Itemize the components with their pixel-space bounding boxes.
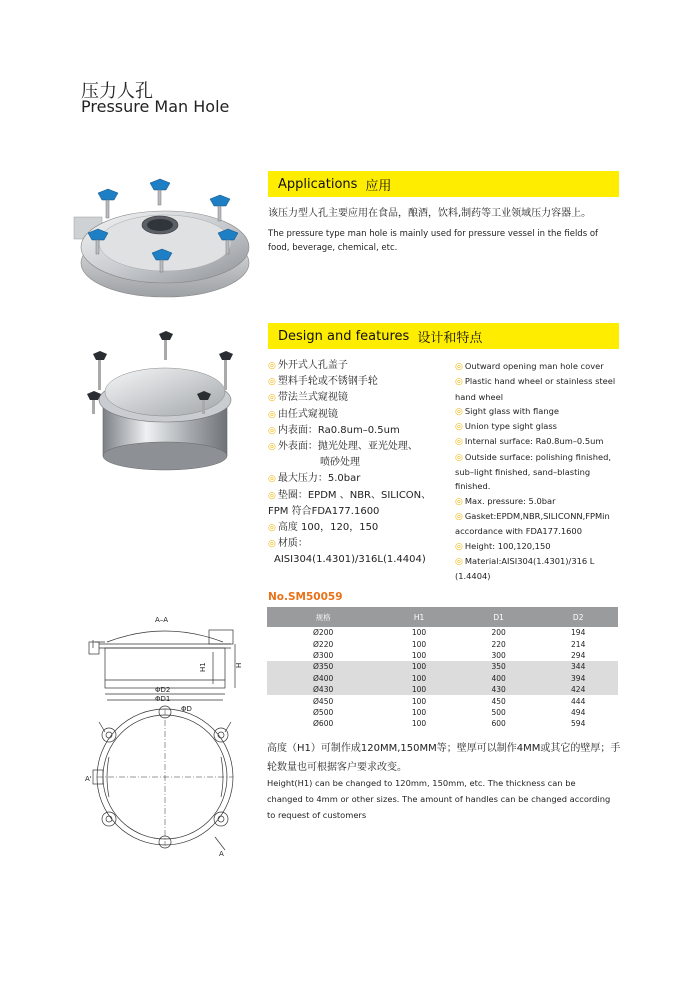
table-cell: Ø300 [267,650,379,661]
page-title-cn: 压力人孔 [81,81,153,102]
feature-cn-item: ◎ 带法兰式窥视镜 [268,392,348,404]
feature-en-item: ◎ Plastic hand wheel or stainless steel hand wheel [455,376,616,402]
table-header: D1 [459,607,539,627]
design-heading-en: Design and features [278,328,410,344]
feature-en-item: ◎ Union type sight glass [455,421,557,433]
features-list-en [455,359,620,583]
table-cell: 424 [538,684,618,695]
table-row [267,627,618,638]
bullet-icon: ◎ [268,539,276,550]
feature-cn-item: ◎ 外开式人孔盖子 [268,360,348,371]
bullet-icon: ◎ [455,406,463,417]
feature-cn-item: ◎ 材质： [268,538,308,550]
feature-cn-item: ◎ 由任式窥视镜 [268,408,338,420]
bullet-icon: ◎ [455,377,463,388]
bullet-icon: ◎ [268,442,276,453]
table-cell: 200 [459,627,539,638]
table-row [267,650,618,661]
feature-cn-item: ◎ 外表面：抛光处理、亚光处理、 [268,441,418,453]
table-cell: Ø200 [267,627,379,638]
drawing-label-h1: H1 [199,662,207,672]
table-header-row [267,607,618,627]
table-cell: Ø500 [267,707,379,718]
feature-cn-item: ◎ 塑料手轮或不锈钢手轮 [268,376,378,388]
table-row [267,673,618,684]
table-cell: 400 [459,673,539,684]
technical-drawing [85,612,255,857]
feature-en-item: ◎ Outside surface: polishing finished, sub–light finished, sand–blasting finished. [455,451,612,492]
drawing-label-d1: ΦD1 [155,695,171,703]
table-cell: 100 [379,707,459,718]
table-cell: 494 [538,707,618,718]
feature-en-item: ◎ Height: 100,120,150 [455,540,551,552]
applications-text-cn: 该压力型人孔主要应用在食品，酿酒，饮料,制药等工业领域压力容器上。 [268,208,592,219]
applications-heading-cn: 应用 [365,178,392,194]
note-cn: 高度（H1）可制作成120MM,150MM等；壁厚可以制作4MM或其它的壁厚；手轮数量也可根据客户要求改变。 [267,743,621,773]
applications-text-en: The pressure type man hole is mainly used for pressure vessel in the fields of food, beverage, chemical, etc. [268,229,599,253]
feature-en-item: ◎ Sight glass with flange [455,405,559,417]
table-row [267,695,618,706]
table-cell: 500 [459,707,539,718]
bullet-icon: ◎ [455,362,463,372]
feature-cn-item: AISI304(1.4301)/316L(1.4404) [274,554,426,566]
product-photo-blue-handles [70,175,250,300]
table-cell: Ø430 [267,684,379,695]
feature-en-item: ◎ Gasket:EPDM,NBR,SILICONN,FPMin accordance with FDA177.1600 [455,510,610,537]
bullet-icon: ◎ [268,425,276,436]
table-row [267,684,618,695]
design-heading-cn: 设计和特点 [417,330,483,346]
drawing-label-d: ΦD [181,705,192,713]
table-cell: 350 [459,661,539,672]
table-cell: 600 [459,718,539,729]
product-photo-black-handles [85,328,245,478]
bullet-icon: ◎ [268,474,276,485]
table-cell: 344 [538,661,618,672]
table-cell: 220 [459,638,539,649]
table-cell: Ø400 [267,673,379,684]
table-cell: 450 [459,695,539,706]
feature-cn-item: ◎ 内表面：Ra0.8um–0.5um [268,424,400,436]
spec-table [267,607,618,730]
note-en: Height(H1) can be changed to 120mm, 150mm, etc. The thickness can be changed to 4mm or other sizes. The amount of handles can be changed according to request of customers [267,778,611,820]
drawing-label-h: H [235,662,243,668]
table-row [267,638,618,649]
drawing-label-a: A [219,850,224,857]
table-cell: 100 [379,627,459,638]
table-cell: 444 [538,695,618,706]
bullet-icon: ◎ [268,523,276,534]
bullet-icon: ◎ [268,490,276,501]
table-header: H1 [379,607,459,627]
table-cell: 194 [538,627,618,638]
table-cell: Ø350 [267,661,379,672]
bullet-icon: ◎ [455,496,463,507]
table-row [267,718,618,729]
table-cell: Ø600 [267,718,379,729]
table-cell: 430 [459,684,539,695]
table-cell: 100 [379,638,459,649]
design-banner [268,323,619,349]
table-cell: 300 [459,650,539,661]
feature-en-item: ◎ Max. pressure: 5.0bar [455,495,556,507]
page-title-en: Pressure Man Hole [81,97,230,116]
features-list-cn [268,358,448,569]
table-cell: 214 [538,638,618,649]
table-cell: 100 [379,650,459,661]
feature-en-item: ◎ Outward opening man hole cover [455,361,604,372]
table-cell: 100 [379,684,459,695]
table-cell: 100 [379,661,459,672]
feature-en-item: ◎ Material:AISI304(1.4301)/316 L (1.4404) [455,555,595,582]
table-row [267,661,618,672]
table-cell: 594 [538,718,618,729]
feature-cn-item: ◎ 垫圈：EPDM 、NBR、SILICON、 [268,489,432,501]
bullet-icon: ◎ [268,361,276,371]
table-row [267,707,618,718]
table-header: D2 [538,607,618,627]
table-cell: 394 [538,673,618,684]
drawing-label-section: A–A [155,616,169,624]
feature-cn-item: 喷砂处理 [320,457,360,469]
feature-cn-item: ◎ 最大压力：5.0bar [268,473,361,485]
applications-heading-en: Applications [278,176,358,192]
table-cell: Ø450 [267,695,379,706]
table-header: 规格 [267,607,379,627]
feature-cn-item: ◎ 高度 100，120，150 [268,522,379,534]
bullet-icon: ◎ [268,377,276,388]
table-cell: 294 [538,650,618,661]
table-cell: Ø220 [267,638,379,649]
bullet-icon: ◎ [268,409,276,420]
table-cell: 100 [379,718,459,729]
feature-en-item: ◎ Internal surface: Ra0.8um–0.5um [455,436,604,448]
bullet-icon: ◎ [455,452,463,463]
applications-banner [268,171,619,197]
table-cell: 100 [379,673,459,684]
bullet-icon: ◎ [268,393,276,404]
bullet-icon: ◎ [455,437,463,448]
bullet-icon: ◎ [455,556,463,567]
bullet-icon: ◎ [455,541,463,552]
drawing-label-a-prime: A' [85,775,92,783]
model-number: No.SM50059 [268,591,343,603]
drawing-label-d2: ΦD2 [155,686,171,694]
bullet-icon: ◎ [455,511,463,522]
bullet-icon: ◎ [455,422,463,433]
table-cell: 100 [379,695,459,706]
feature-cn-item: FPM 符合FDA177.1600 [268,505,380,517]
